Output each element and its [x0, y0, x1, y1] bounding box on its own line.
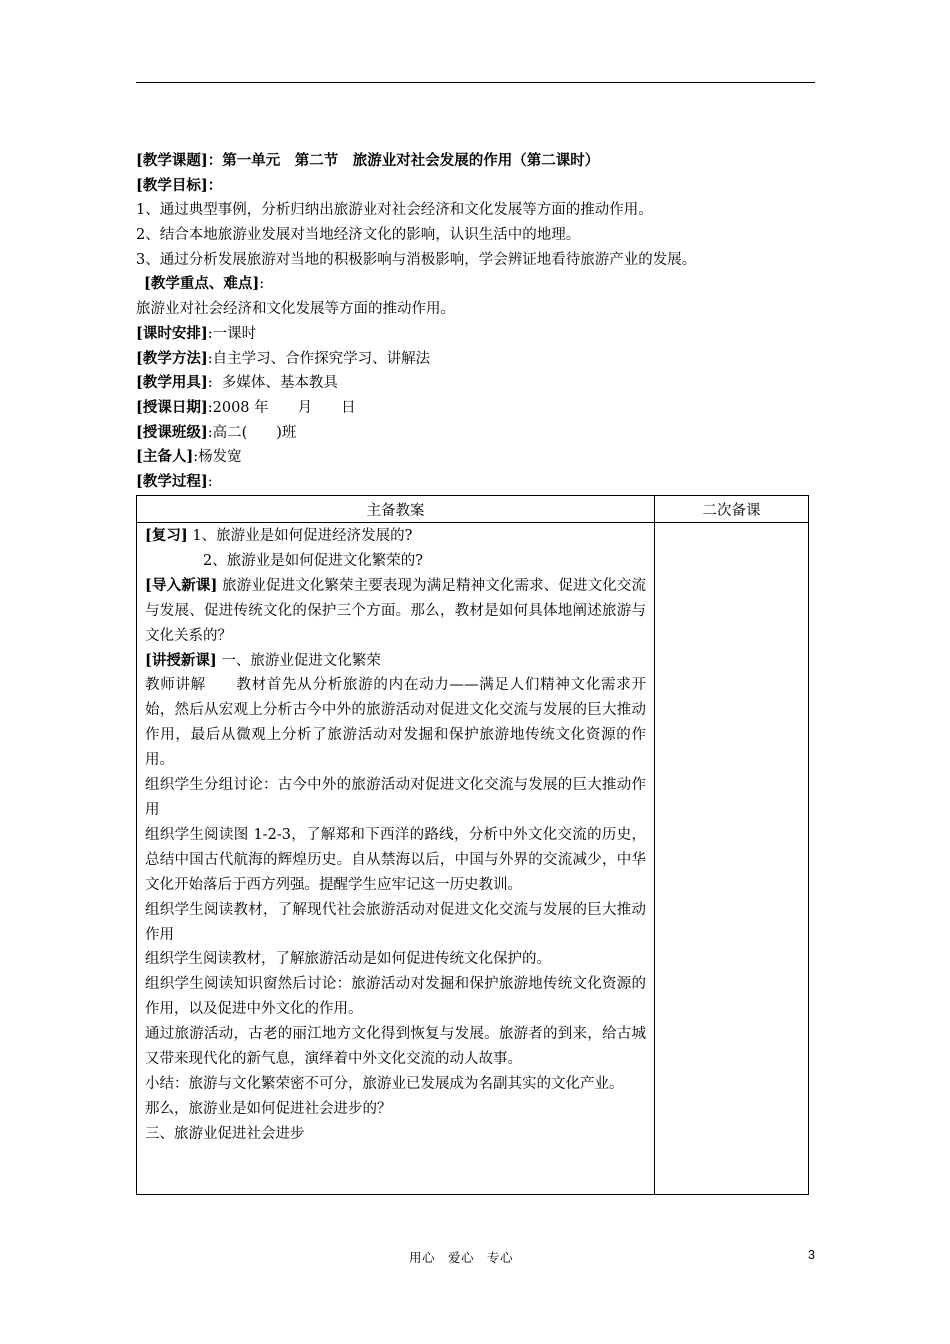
review-question: 2、旅游业是如何促进文化繁荣的?: [203, 552, 423, 569]
process-label: [教学过程]: [136, 472, 208, 490]
key-line: [136, 272, 816, 297]
date-value: :2008 年 月 日: [207, 399, 356, 416]
tools-label: [教学用具]: [136, 374, 208, 392]
schedule-label: [课时安排]: [136, 324, 208, 342]
topic-value: 第一单元 第二节 旅游业对社会发展的作用（第二课时）: [222, 152, 600, 169]
tools-value: : 多媒体、基本教具: [207, 375, 338, 392]
preparer-value: :杨发宽: [193, 449, 242, 466]
intro-text: 旅游业促进文化繁荣主要表现为满足精神文化需求、促进文化交流与发展、促进传统文化的保护三个方面。那么，教材是如何具体地阐述旅游与文化关系的？: [145, 577, 646, 644]
body-paragraph: 组织学生阅读教材，了解现代社会旅游活动对促进文化交流与发展的巨大推动作用: [145, 901, 646, 943]
class-label: [授课班级]: [136, 423, 208, 441]
schedule-value: :一课时: [207, 325, 257, 342]
key-label: [教学重点、难点]: [144, 275, 260, 293]
tools-line: [136, 371, 816, 396]
intro-paragraph: [145, 574, 646, 649]
goal-item: 3、通过分析发展旅游对当地的积极影响与消极影响，学会辨证地看待旅游产业的发展。: [136, 251, 697, 268]
body-paragraph: 教师讲解 教材首先从分析旅游的内在动力——满足人们精神文化需求开始，然后从宏观上分析古今中外的旅游活动对促进文化交流与发展的巨大推动作用，最后从微观上分析了旅游活动对发掘和保护旅游地传统文化资源的作用。: [145, 677, 646, 769]
method-line: [136, 347, 816, 372]
body-paragraph: 组织学生阅读知识窗然后讨论：旅游活动对发掘和保护旅游地传统文化资源的作用，以及促进中外文化的作用。: [145, 976, 646, 1018]
schedule-line: [136, 322, 816, 347]
lecture-heading: 一、旅游业促进文化繁荣: [221, 652, 381, 669]
lesson-plan-table: [136, 495, 809, 1195]
page-number: 3: [808, 1248, 815, 1262]
class-line: [136, 421, 816, 446]
method-value: :自主学习、合作探究学习、讲解法: [207, 350, 431, 367]
lecture-label: [讲授新课]: [145, 651, 217, 669]
class-value: :高二( )班: [207, 424, 297, 441]
process-colon: :: [207, 473, 213, 490]
process-line: [136, 470, 816, 495]
main-plan-header: 主备教案: [137, 496, 655, 523]
second-prep-cell: [655, 523, 809, 1195]
lesson-info: [136, 149, 816, 495]
second-prep-header: 二次备课: [655, 496, 809, 523]
topic-label: [教学课题]：: [136, 152, 223, 169]
header-rule: [136, 82, 815, 83]
preparer-label: [主备人]: [136, 448, 194, 466]
body-paragraph: 那么，旅游业是如何促进社会进步的？: [145, 1100, 392, 1117]
key-value: 旅游业对社会经济和文化发展等方面的推动作用。: [136, 301, 455, 318]
body-paragraph: 通过旅游活动，古老的丽江地方文化得到恢复与发展。旅游者的到来，给古城又带来现代化的新气息，演绎着中外文化交流的动人故事。: [145, 1026, 646, 1068]
review-question: 1、旅游业是如何促进经济发展的?: [192, 528, 413, 544]
goal-item: 2、结合本地旅游业发展对当地经济文化的影响，认识生活中的地理。: [136, 227, 581, 244]
goals-label: [教学目标]：: [136, 176, 223, 194]
table-header-row: [137, 496, 809, 523]
key-colon: :: [259, 276, 265, 293]
body-paragraph: 小结：旅游与文化繁荣密不可分，旅游业已发展成为名副其实的文化产业。: [145, 1075, 624, 1092]
date-line: [136, 396, 816, 421]
review-label: [复习]: [145, 527, 188, 544]
preparer-line: [136, 445, 816, 470]
review-line: [145, 524, 646, 549]
body-paragraph: 组织学生阅读图 1-2-3，了解郑和下西洋的路线，分析中外文化交流的历史，总结中国古代航海的辉煌历史。自从禁海以后，中国与外界的交流减少，中华文化开始落后于西方列强。提醒学生应牢记这一历史教训。: [145, 826, 646, 893]
method-label: [教学方法]: [136, 349, 208, 367]
main-plan-cell: [137, 523, 655, 1195]
table-body-row: [137, 523, 809, 1195]
goal-item: 1、通过典型事例，分析归纳出旅游业对社会经济和文化发展等方面的推动作用。: [136, 202, 653, 219]
topic-line: [136, 149, 816, 174]
body-paragraph: 组织学生阅读教材，了解旅游活动是如何促进传统文化保护的。: [145, 951, 551, 968]
intro-label: [导入新课]: [145, 576, 218, 594]
lecture-line: [145, 649, 646, 674]
body-paragraph: 组织学生分组讨论：古今中外的旅游活动对促进文化交流与发展的巨大推动作用: [145, 777, 646, 818]
footer-motto: 用心 爱心 专心: [409, 1250, 514, 1265]
date-label: [授课日期]: [136, 398, 208, 416]
body-paragraph: 三、旅游业促进社会进步: [145, 1125, 305, 1142]
